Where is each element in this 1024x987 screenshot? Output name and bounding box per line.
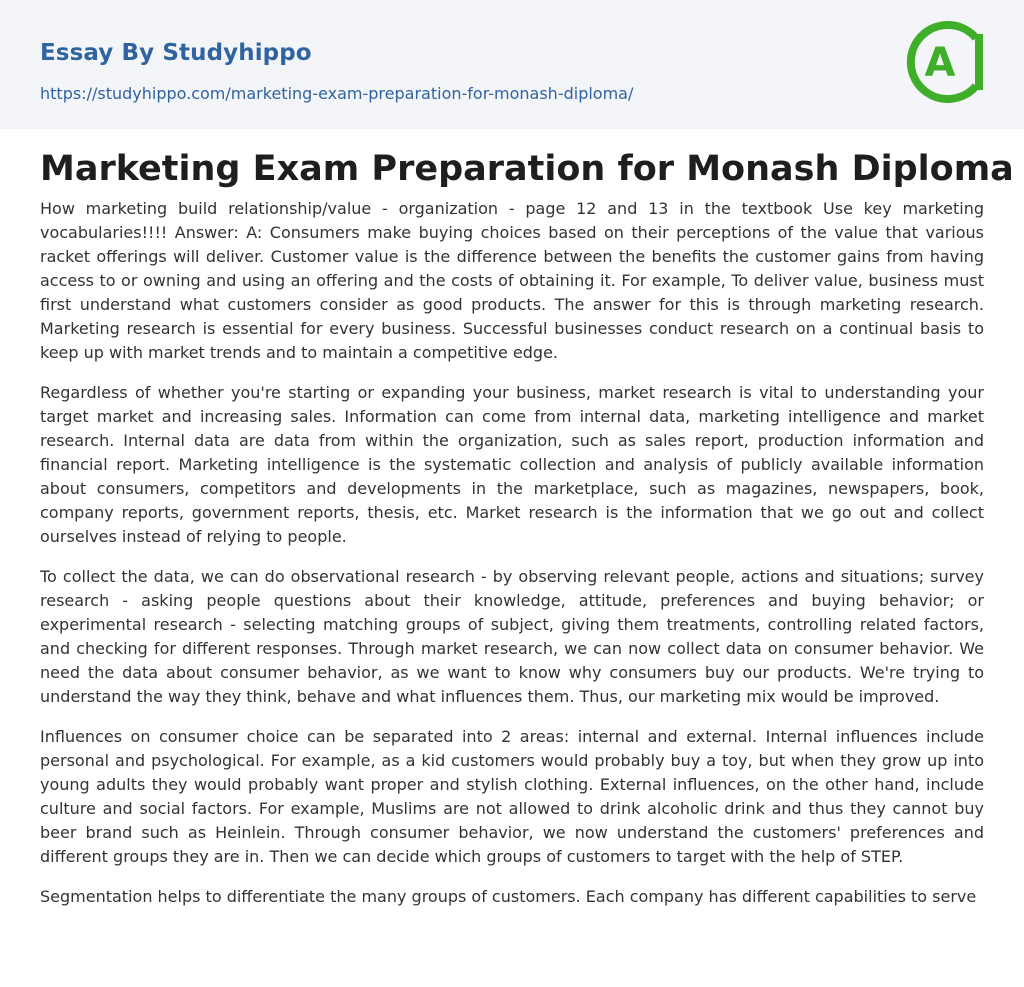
essay-url-link[interactable]: https://studyhippo.com/marketing-exam-preparation-for-monash-diploma/ (40, 84, 634, 103)
article-title: Marketing Exam Preparation for Monash Diploma (40, 149, 1014, 189)
logo-letter: A (924, 40, 956, 86)
article-paragraph: Influences on consumer choice can be separated into 2 areas: internal and external. Internal influences include personal and psychological. For example, as a kid customers would probably buy a toy, but when they grow up into young adults they would probably want proper and stylish clothing. External influences, on the other hand, include culture and social factors. For example, Muslims are not allowed to drink alcoholic drink and thus they cannot buy beer brand such as Heinlein. Through consumer behavior, we now understand the customers' preferences and different groups they are in. Then we can decide which groups of customers to target with the help of STEP. (40, 727, 984, 866)
studyhippo-logo-icon[interactable] (900, 16, 990, 108)
article-paragraph: Regardless of whether you're starting or expanding your business, market research is vital to understanding your target market and increasing sales. Information can come from internal data, marketing intelligence and market research. Internal data are data from within the organization, such as sales report, production information and financial report. Marketing intelligence is the systematic collection and analysis of publicly available information about consumers, competitors and developments in the marketplace, such as magazines, newspapers, book, company reports, government reports, thesis, etc. Market research is the information that we go out and collect ourselves instead of relying to people. (40, 383, 984, 546)
article-paragraph: Segmentation helps to differentiate the many groups of customers. Each company has different capabilities to serve (40, 887, 977, 906)
site-header (0, 0, 1024, 129)
article-paragraph: To collect the data, we can do observational research - by observing relevant people, actions and situations; survey research - asking people questions about their knowledge, attitude, preferences and buying behavior; or experimental research - selecting matching groups of subject, giving them treatments, controlling related factors, and checking for different responses. Through market research, we can now collect data on consumer behavior. We need the data about consumer behavior, as we want to know why consumers buy our products. We're trying to understand the way they think, behave and what influences them. Thus, our marketing mix would be improved. (40, 567, 984, 706)
site-brand[interactable]: Essay By Studyhippo (40, 40, 312, 66)
article (40, 146, 1014, 925)
article-paragraph: How marketing build relationship/value - organization - page 12 and 13 in the textbook Use key marketing vocabularies!!!! Answer: A: Consumers make buying choices based on their perceptions of the value that various racket offerings will deliver. Customer value is the difference between the benefits the customer gains from having access to or owning and using an offering and the costs of obtaining it. For example, To deliver value, business must first understand what customers consider as good products. The answer for this is through marketing research. Marketing research is essential for every business. Successful businesses conduct research on a continual basis to keep up with market trends and to maintain a competitive edge. (40, 199, 984, 362)
